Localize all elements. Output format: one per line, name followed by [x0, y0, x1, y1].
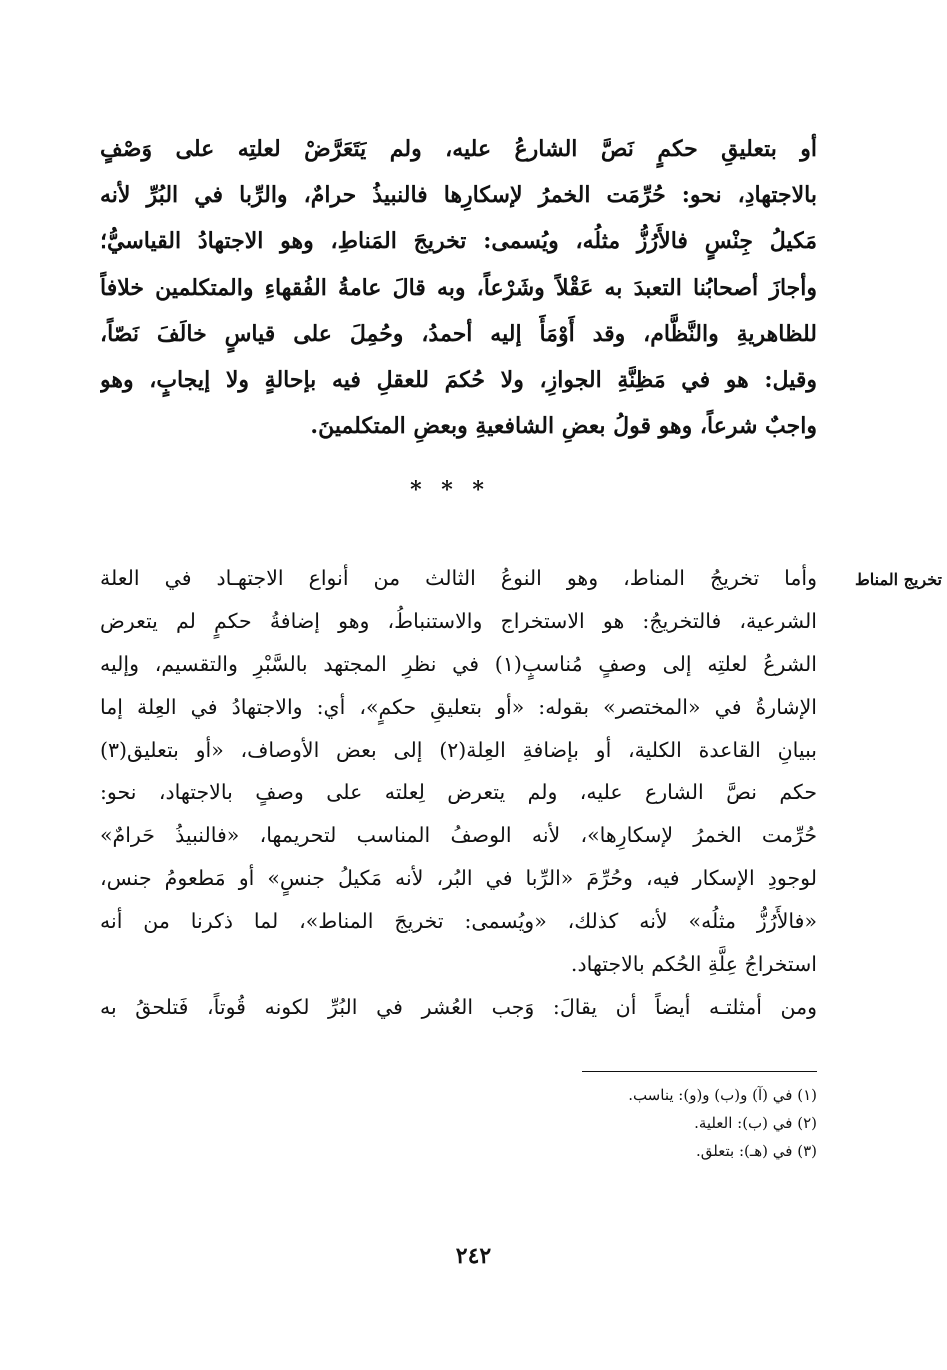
page-number: ٢٤٢ [455, 1243, 492, 1269]
top-paragraph [100, 126, 817, 449]
footnote: (٣) في (هـ): بتعلق. [696, 1142, 817, 1160]
text-line: الإشارةُ في «المختصر» بقوله: «أو بتعليقِ حكمٍ»، أي: والاجتهادُ في العِلة إما [100, 694, 817, 719]
text-line: أو بتعليقِ حكمٍ نَصَّ الشارعُ عليه، ولم يَتَعَرَّضْ لعلتِه على وَصْفٍ [100, 136, 817, 162]
footnotes [420, 1081, 817, 1165]
text-line: بالاجتهادِ، نحو: حُرِّمَت الخمرُ لإسكارِها فالنبيذُ حرامٌ، والرِّبا في البُرِّ لأنه [100, 182, 817, 209]
text-line: وأجازَ أصحابُنا التعبدَ به عَقْلاً وشَرْعاً، وبه قالَ عامةُ الفُقهاءِ والمتكلمين خلافاً [100, 274, 817, 301]
text-line: «فالأَرُزُّ مثلُه» لأنه كذلك، «ويُسمى: تخريجَ المناط»، لما ذكرنا من أنه [100, 909, 817, 934]
text-line: واجبٌ شرعاً، وهو قولُ بعضِ الشافعيةِ وبعضِ المتكلمينَ. [310, 413, 817, 440]
margin-heading: تخريج المناط [854, 570, 942, 589]
text-line: وقيل: هو في مَظِنَّةِ الجوازِ، ولا حُكمَ للعقلِ فيه بإحالةٍ ولا إيجابٍ، وهو [100, 366, 817, 393]
text-line: استخراجُ عِلَّةِ الحُكم بالاجتهاد. [570, 952, 817, 977]
text-line: حُرِّمت الخمرُ لإسكارِها»، لأنه الوصفُ المناسب لتحريمها، «فالنبيذُ حَرامٌ» [100, 823, 817, 848]
text-line: الشرعية، فالتخريجُ: هو الاستخراج والاستنباطُ، وهو إضافةُ حكمٍ لم يتعرض [100, 608, 817, 633]
text-line: مَكيلُ جِنْسٍ فالأَرُزُّ مثلُه، ويُسمى: تخريجَ المَناطِ، وهو الاجتهادُ القياسيُّ؛ [100, 228, 817, 255]
text-line: للظاهريةِ والنَّظَّام، وقد أَوْمَأَ إليه أحمدُ، وحُمِلَ على قياسٍ خالَفَ نَصّاً، [100, 320, 817, 347]
footnote: (٢) في (ب): العلية. [694, 1114, 817, 1132]
text-line: ببيانِ القاعدة الكلية، أو بإضافةِ العِلة(٢) إلى بعض الأوصاف، «أو بتعليق(٣) [100, 737, 817, 762]
text-line: وأما تخريجُ المناط، وهو النوعُ الثالث من أنواع الاجتهـاد في العلة [100, 566, 817, 590]
commentary-paragraph [100, 557, 817, 1029]
text-line: لوجودِ الإسكار فيه، وحُرِّمَ «الرِّبا في البُر، لأنه مَكيلُ جنسٍ» أو مَطعومُ جنس، [100, 866, 817, 891]
footnote-divider [582, 1071, 817, 1072]
text-line: حكم نصَّ الشارع عليه، ولم يتعرض لِعلته على وصفٍ بالاجتهاد، نحو: [100, 780, 817, 805]
text-line: ومن أمثلتـه أيضاً أن يقالَ: وَجب العُشر في البُرِّ لكونه قُوتاً، فَتلحقُ به [100, 994, 817, 1019]
footnote: (١) في (آ) و(ب) و(و): يناسب. [628, 1086, 817, 1104]
text-line: الشرعُ لعلتِه إلى وصفٍ مُناسبٍ(١) في نظرِ المجتهد بالسَّبْرِ والتقسيم، وإليه [100, 651, 817, 676]
section-separator: * * * [410, 477, 490, 503]
